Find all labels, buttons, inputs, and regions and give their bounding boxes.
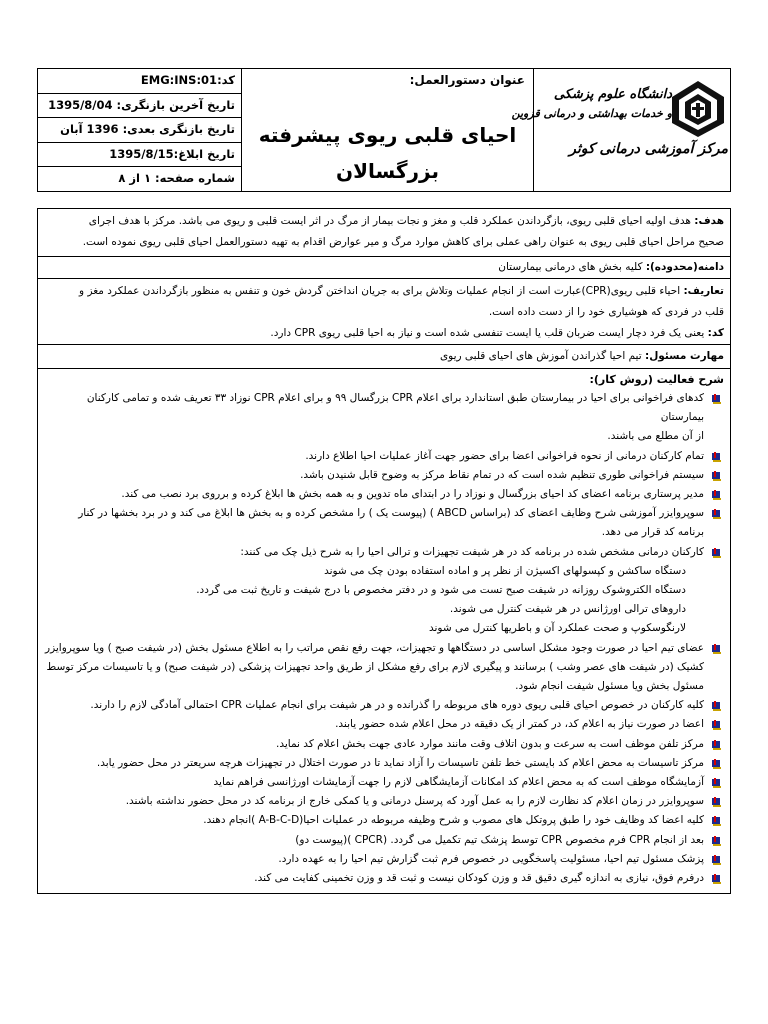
book-bullet-icon [711, 855, 722, 866]
activity-item [44, 389, 724, 447]
next-review-row [38, 118, 241, 143]
book-bullet-icon [711, 394, 722, 405]
activity-item-text: سوپروایزر در زمان اعلام کد نظارت لازم را به عمل آورد که پرسنل درمانی و یا کمکی خارج از برنامه کد در محل حضور نداشته باشند. [125, 795, 704, 808]
activity-item-text: بعد از انجام CPR فرم مخصوص CPR توسط پزشک تیم تکمیل می گردد. (CPCR )(پیوست دو) [295, 833, 704, 846]
book-bullet-icon [711, 548, 722, 559]
activity-item-text: تمام کارکنان درمانی از نحوه فراخوانی اعضا برای حضور جهت آغاز عملیات احیا اطلاع دارند. [305, 449, 704, 462]
activity-item [44, 485, 724, 504]
activity-item-text: کلیه کارکنان در خصوص احیای قلبی ریوی دوره های مربوطه را گذرانده و در هر شیفت برای انجام عملیات CPR احتمالی آمادگی لازم را دارند. [90, 699, 704, 712]
activity-item-text: عضای تیم احیا در صورت وجود مشکل اساسی در دستگاهها و تجهیزات، جهت رفع نقص مراتب را به اطلاع مسئول بخش (در شیفت صبح ) ویا سوپروایزر [45, 641, 704, 654]
goal-text: هدف اولیه احیای قلبی ریوی، بازگرداندن عملکرد قلب و مغز و نجات بیمار از مرگ در اثر ایست قلبی و ریوی می باشد. مرکز با هدف اجرای [88, 215, 691, 227]
book-bullet-icon [711, 778, 722, 789]
activity-item-text: مرکز تاسیسات به محض اعلام کد بایستی خط تلفن تاسیسات را آزاد نماید تا در صورت اختلال در تجهیزات هرچه سریعتر در محل حضور یابد. [96, 756, 704, 769]
issue-date-value: 1395/8/15 [109, 146, 174, 161]
meta-column [38, 69, 242, 191]
procedure-table [37, 208, 731, 894]
activity-item [44, 811, 724, 830]
issue-date-row [38, 143, 241, 168]
activity-item-text: کارکنان درمانی مشخص شده در برنامه کد در هر شیفت تجهیزات و ترالی احیا را به شرح ذیل چک می کنند: [240, 545, 704, 558]
title-line-1: احیای قلبی ریوی پیشرفته [258, 123, 517, 147]
activity-item [44, 869, 724, 888]
activity-subitem-text: لارنگوسکوپ و صحت عملکرد آن و باطریها کنترل می شوند [428, 622, 686, 635]
book-bullet-icon [711, 740, 722, 751]
definitions-text: احیاء قلبی ریوی(CPR)عبارت است از انجام عملیات وتلاش برای به جریان انداختن گردش خون و تنفس به منظور بازگرداندن عملکرد مغز و [79, 285, 681, 297]
activity-subitem-text: دستگاه الکتروشوک روزانه در شیفت صبح تست می شود و در دفتر مخصوص با درج شیفت و تاریخ ثبت می گردد. [196, 584, 686, 597]
definitions-row [38, 279, 730, 345]
activity-item [44, 466, 724, 485]
document-title [242, 117, 533, 189]
activity-item-text: سیستم فراخوانی طوری تنظیم شده است که در تمام نقاط مرکز به وضوح قابل شنیدن باشد. [300, 468, 704, 481]
book-bullet-icon [711, 874, 722, 885]
goal-row [38, 209, 730, 257]
activity-item-text: مسئول بخش ویا مسئول شیفت انجام شود. [515, 680, 704, 693]
activity-item-text: درفرم فوق، نیازی به اندازه گیری دقیق قد و وزن کودکان نیست و ثبت قد و وزن تخمینی کفایت می کند. [254, 872, 704, 885]
book-bullet-icon [711, 701, 722, 712]
activity-item [44, 543, 724, 639]
book-bullet-icon [711, 720, 722, 731]
goal-text-2: صحیح مراحل احیای قلبی ریوی به عنوان راهی عملی برای کاهش موارد مرگ و میر عوارض اقدام به تهیه دستورالعمل احیای قلبی ریوی نموده است. [82, 236, 724, 248]
activity-item-text: کدهای فراخوانی برای احیا در بیمارستان طبق استاندارد برای اعلام CPR بزرگسال ۹۹ و برای اعلام CPR نوزاد ۳۳ تعریف شده و تمامی کارکنان بیمارستان [86, 392, 704, 424]
activity-subitem-text: دستگاه ساکشن و کپسولهای اکسیژن از نظر پر و اماده استفاده بودن چک می شوند [324, 564, 686, 577]
activity-item-text: از آن مطلع می باشند. [607, 430, 704, 443]
activity-item [44, 504, 724, 542]
book-bullet-icon [711, 471, 722, 482]
book-bullet-icon [711, 490, 722, 501]
activity-item [44, 447, 724, 466]
book-bullet-icon [711, 452, 722, 463]
logo-column [511, 69, 730, 191]
activity-item-text: اعضا در صورت نیاز به اعلام کد، در کمتر از یک دقیقه در محل اعلام شده حضور یابند. [335, 718, 704, 731]
title-line-2: بزرگسالان [336, 159, 439, 183]
code-def-label: کد: [707, 327, 724, 339]
university-logo [511, 79, 732, 183]
code-row [38, 69, 241, 94]
page-number-label: شماره صفحه: [154, 171, 235, 186]
responsibility-label: مهارت مسئول: [645, 350, 724, 362]
activity-item-text: برنامه کد قرار می دهد. [601, 526, 704, 539]
university-emblem-icon [670, 79, 726, 139]
book-bullet-icon [711, 816, 722, 827]
activity-item [44, 754, 724, 773]
definitions-text-2: قلب در فردی که هوشیاری خود را از دست داده است. [488, 306, 724, 318]
book-bullet-icon [711, 759, 722, 770]
activity-item-text: مرکز تلفن موظف است به سرعت و بدون اتلاف وقت مانند موارد عادی جهت بخش اعلام کد نماید. [276, 737, 704, 750]
scope-text: کلیه بخش های درمانی بیمارستان [498, 261, 643, 273]
logo-text-line-3: مرکز آموزشی درمانی کوثر [569, 141, 728, 157]
last-review-row [38, 94, 241, 119]
activity-item-text: پزشک مسئول تیم احیا، مسئولیت پاسخگویی در خصوص فرم ثبت گزارش تیم احیا را به عهده دارد. [278, 852, 704, 865]
activity-item-text: آزمایشگاه موظف است که به محض اعلام کد امکانات آزمایشگاهی لازم را جهت آزمایشات اورژانسی فراهم نماید [213, 776, 704, 789]
activity-content [38, 369, 730, 893]
activity-item [44, 850, 724, 869]
activity-item-text: سوپروایزر آموزشی شرح وظایف اعضای کد (براساس ABCD ) (پیوست یک ) را مشخص کرده و به بخش ها ابلاغ می کند و در برد بخشها در کنار [78, 507, 704, 520]
next-review-value: 1396 آبان [60, 122, 119, 137]
book-bullet-icon [711, 644, 722, 655]
book-bullet-icon [711, 797, 722, 808]
activity-item-text: مدیر پرستاری برنامه اعضای کد احیای بزرگسال و نوزاد را در ابتدای ماه تدوین و به همه بخش ها ابلاغ کرده و برروی برد نصب می کند. [121, 488, 704, 501]
activity-item [44, 735, 724, 754]
scope-row [38, 257, 730, 279]
issue-date-label: تاریخ ابلاغ: [173, 146, 235, 161]
activity-item-text: کلیه اعضا کد وظایف خود را طبق پروتکل های مصوب و شرح وظیفه مربوطه در عملیات احیا(A-B-C-D )انجام دهند. [203, 814, 704, 827]
activity-item [44, 639, 724, 697]
code-label: کد: [217, 73, 235, 87]
logo-text-line-2: و خدمات بهداشتی و درمانی قزوین [511, 107, 672, 120]
book-bullet-icon [711, 509, 722, 520]
activity-title: شرح فعالیت (روش کار): [589, 373, 724, 386]
activity-item [44, 696, 724, 715]
activity-item [44, 792, 724, 811]
activity-item-text: کشیک (در شیفت های عصر وشب ) برسانند و پیگیری لازم برای رفع مشکل از طریق واحد تجهیزات پزشکی (در شیفت صبح) و یا تاسیسات مرکز توسط [46, 660, 704, 673]
header-table [37, 68, 731, 192]
next-review-label: تاریخ بازنگری بعدی: [122, 122, 235, 137]
scope-label: دامنه(محدوده): [645, 261, 724, 273]
code-def-text: یعنی یک فرد دچار ایست ضربان قلب یا ایست تنفسی شده است و نیاز به احیا قلبی ریوی CPR دارد. [270, 327, 705, 339]
logo-text-line-1: دانشگاه علوم پزشکی [553, 87, 672, 102]
activity-section [38, 369, 730, 893]
page-number-value: ۱ از ۸ [118, 171, 151, 186]
definitions-label: تعاریف: [683, 285, 724, 297]
goal-label: هدف: [694, 215, 724, 227]
activity-item [44, 831, 724, 850]
last-review-value: 1395/8/04 [48, 97, 113, 112]
book-bullet-icon [711, 836, 722, 847]
title-column [242, 69, 534, 191]
responsibility-row [38, 345, 730, 369]
activity-item [44, 773, 724, 792]
activity-subitem-text: داروهای ترالی اورژانس در هر شیفت کنترل می شوند. [449, 603, 686, 616]
page-number-row [38, 167, 241, 192]
activity-item [44, 715, 724, 734]
activity-list [44, 389, 724, 888]
title-label: عنوان دستورالعمل: [409, 73, 525, 87]
responsibility-text: تیم احیا گذراندن آموزش های احیای قلبی ریوی [439, 350, 642, 362]
code-value: EMG:INS:01 [140, 73, 218, 87]
last-review-label: تاریخ آخرین بازنگری: [116, 97, 235, 112]
